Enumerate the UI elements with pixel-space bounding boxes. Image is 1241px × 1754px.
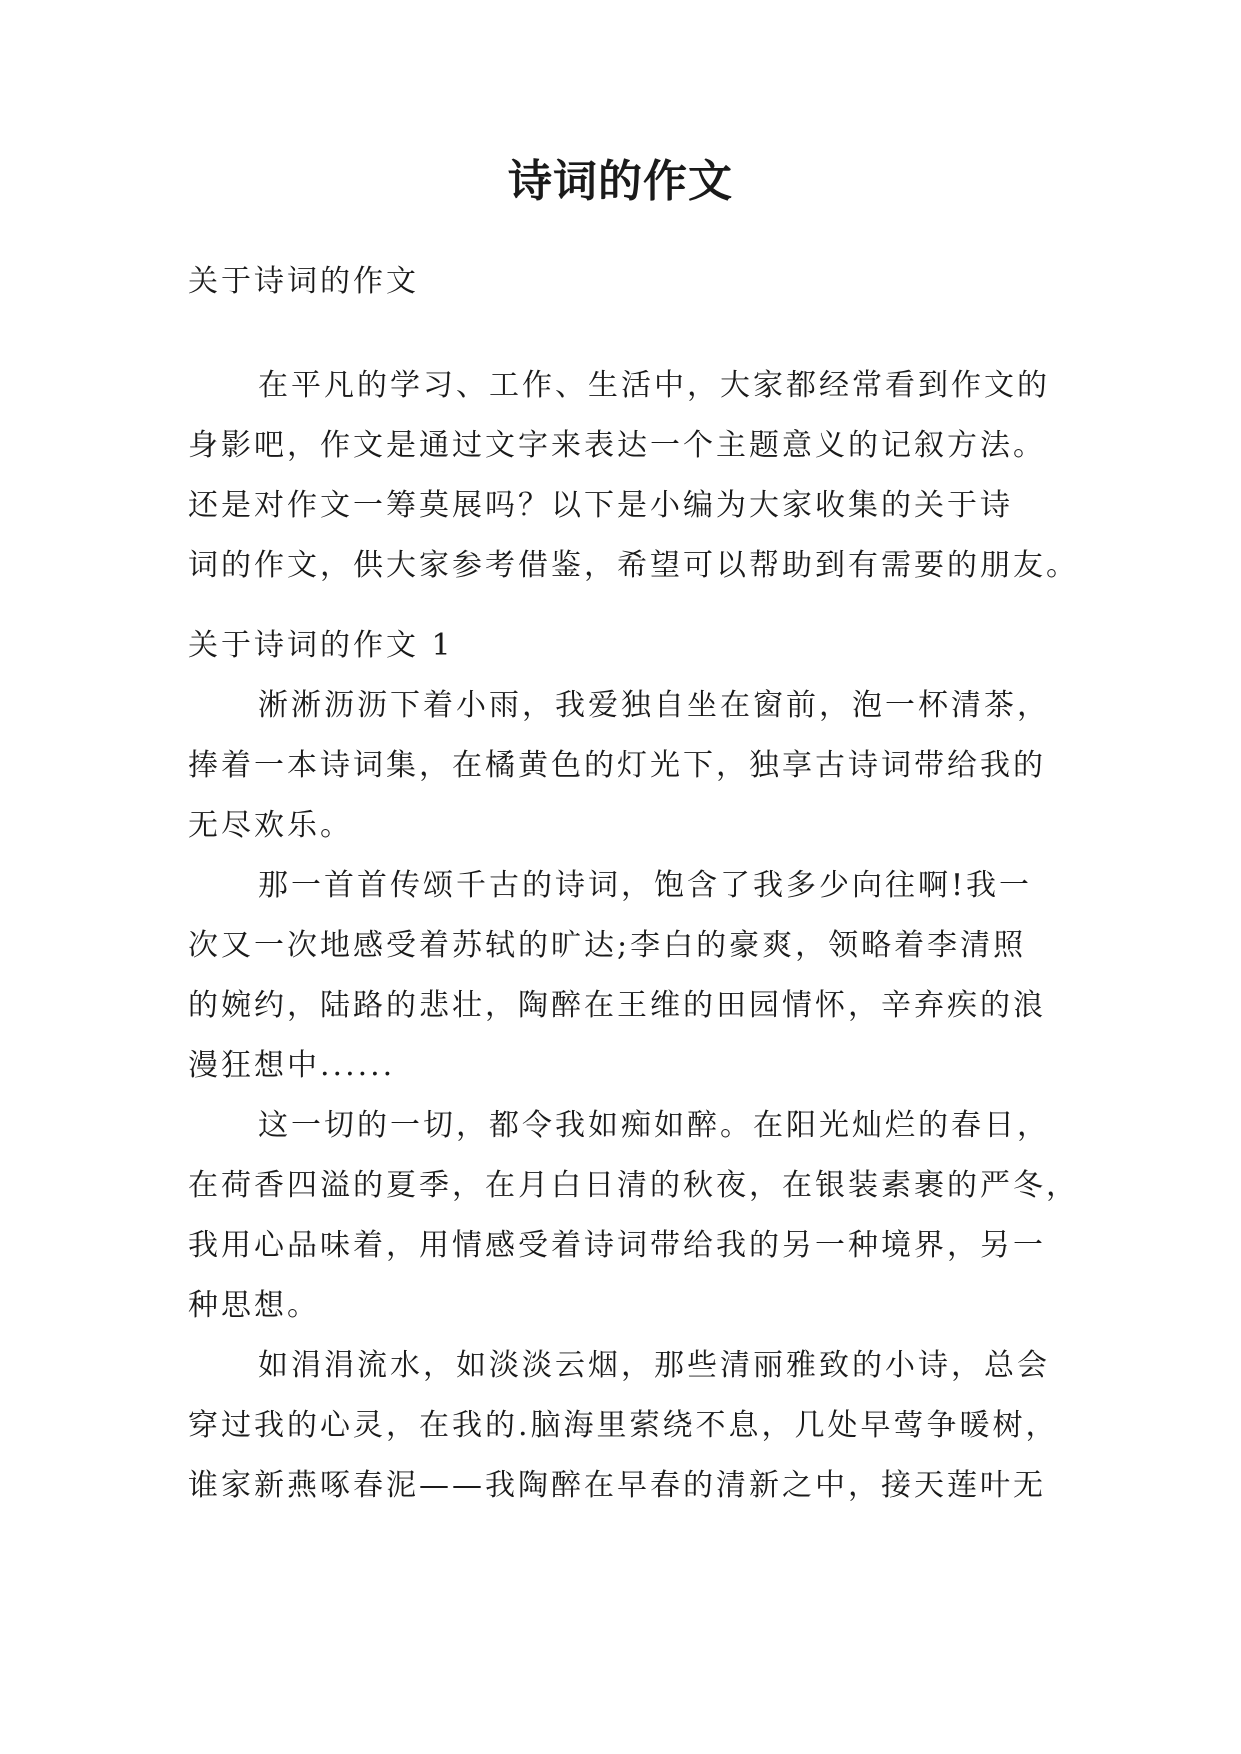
paragraph-line: 穿过我的心灵，在我的.脑海里萦绕不息，几处早莺争暖树， bbox=[188, 1408, 1059, 1443]
document-subtitle: 关于诗词的作文 bbox=[188, 264, 419, 299]
paragraph-line: 捧着一本诗词集，在橘黄色的灯光下，独享古诗词带给我的 bbox=[188, 748, 1046, 783]
paragraph-line: 在平凡的学习、工作、生活中，大家都经常看到作文的 bbox=[258, 368, 1050, 403]
paragraph-line: 如涓涓流水，如淡淡云烟，那些清丽雅致的小诗，总会 bbox=[258, 1348, 1050, 1383]
paragraph-line: 次又一次地感受着苏轼的旷达;李白的豪爽，领略着李清照 bbox=[188, 928, 1027, 963]
paragraph-line: 的婉约，陆路的悲壮，陶醉在王维的田园情怀，辛弃疾的浪 bbox=[188, 988, 1046, 1023]
document-title: 诗词的作文 bbox=[508, 156, 733, 207]
paragraph-line: 在荷香四溢的夏季，在月白日清的秋夜，在银装素裹的严冬， bbox=[188, 1168, 1079, 1203]
document-subtitle-block bbox=[188, 252, 1088, 312]
paragraph-line: 词的作文，供大家参考借鉴，希望可以帮助到有需要的朋友。 bbox=[188, 548, 1079, 583]
paragraph-line: 这一切的一切，都令我如痴如醉。在阳光灿烂的春日， bbox=[258, 1108, 1050, 1143]
paragraph-line: 谁家新燕啄春泥——我陶醉在早春的清新之中，接天莲叶无 bbox=[188, 1468, 1046, 1503]
paragraph-line: 无尽欢乐。 bbox=[188, 808, 353, 843]
paragraph-line: 漫狂想中...... bbox=[188, 1048, 396, 1083]
paragraph-line: 种思想。 bbox=[188, 1288, 320, 1323]
section-heading: 关于诗词的作文 1 bbox=[188, 628, 454, 663]
paragraph-line: 那一首首传颂千古的诗词，饱含了我多少向往啊!我一 bbox=[258, 868, 1033, 903]
paragraph-line: 我用心品味着，用情感受着诗词带给我的另一种境界，另一 bbox=[188, 1228, 1046, 1263]
paragraph-line: 身影吧，作文是通过文字来表达一个主题意义的记叙方法。 bbox=[188, 428, 1046, 463]
intro-paragraph bbox=[188, 356, 1088, 596]
section-1 bbox=[188, 616, 1088, 1516]
paragraph-line: 淅淅沥沥下着小雨，我爱独自坐在窗前，泡一杯清茶， bbox=[258, 688, 1050, 723]
paragraph-line: 还是对作文一筹莫展吗？以下是小编为大家收集的关于诗 bbox=[188, 488, 1013, 523]
